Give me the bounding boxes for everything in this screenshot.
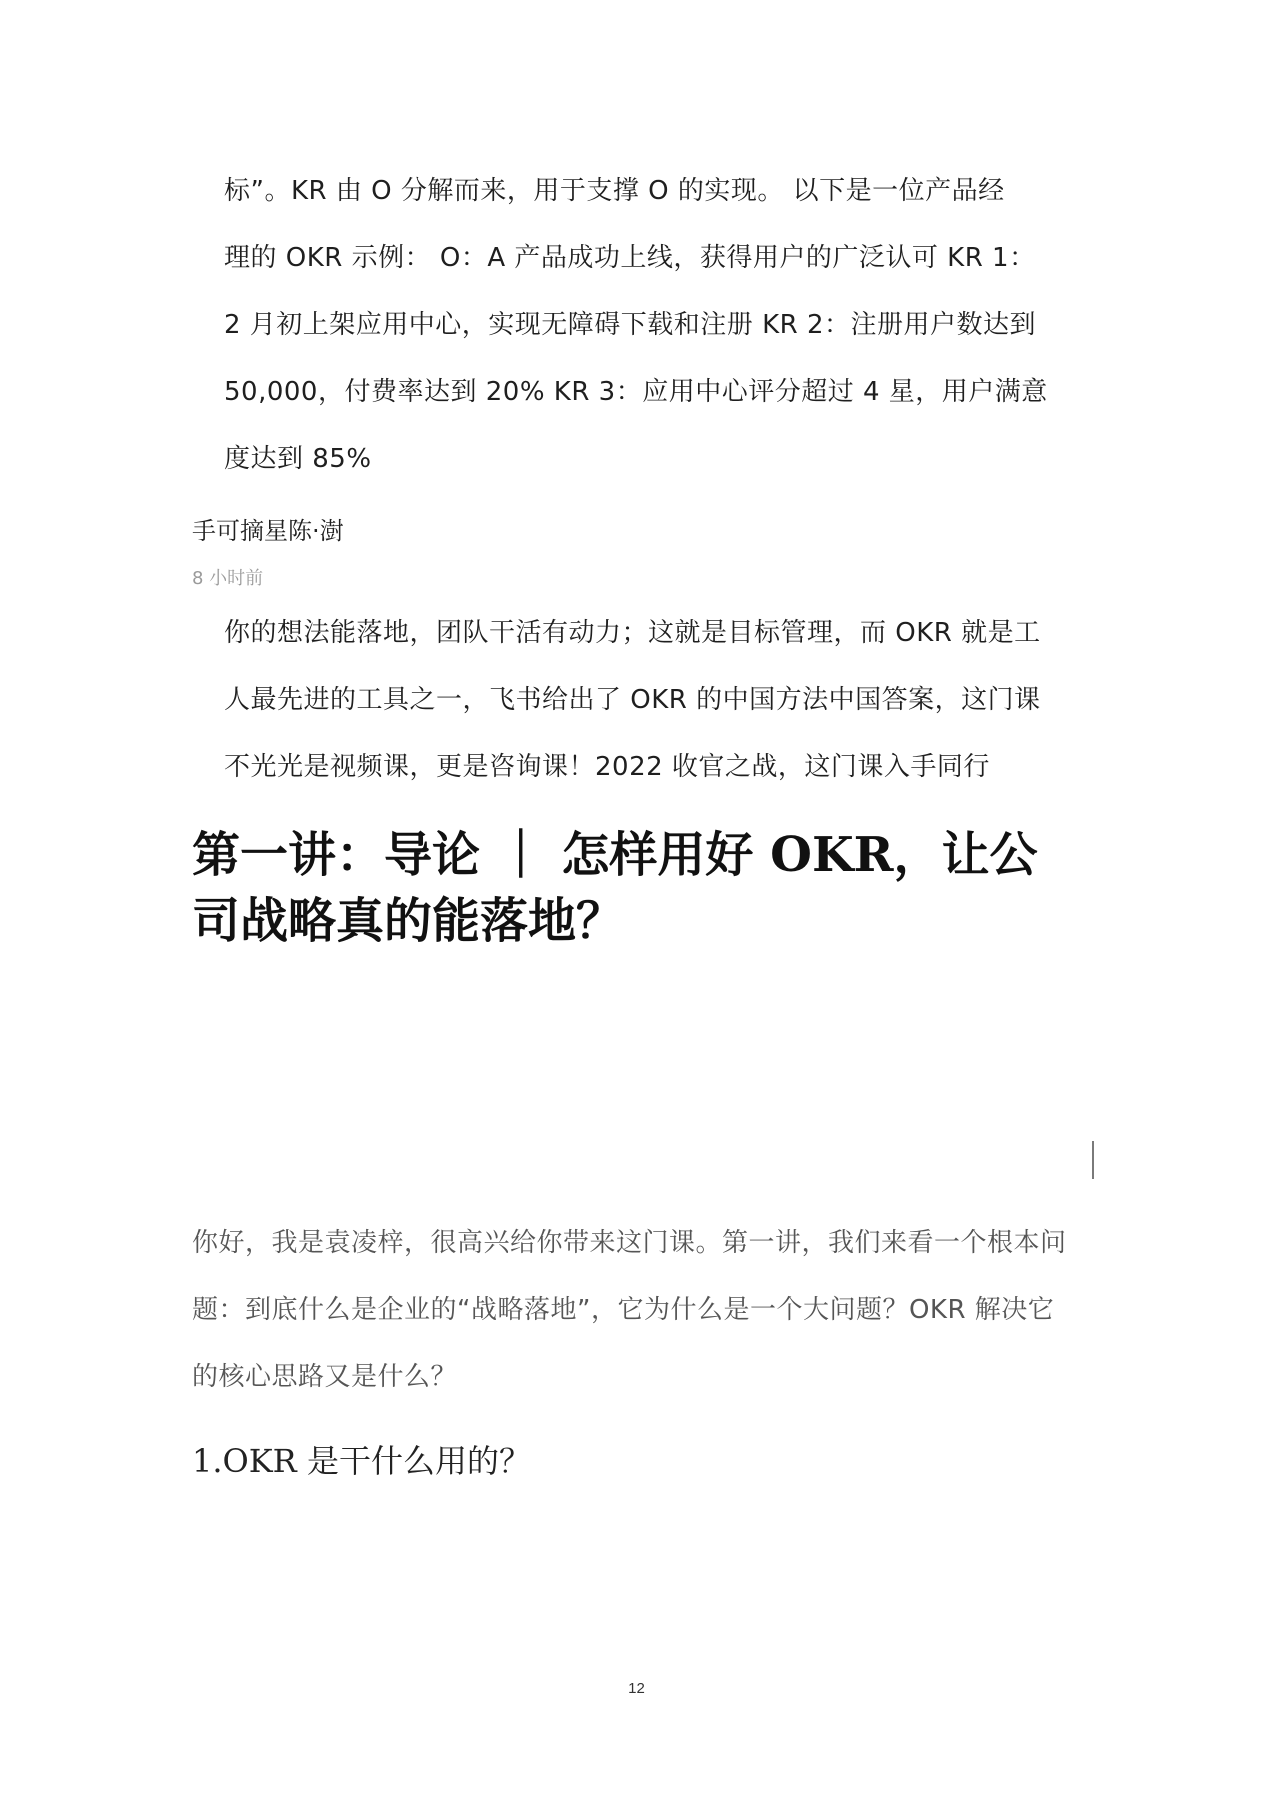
comment-timestamp: 8 小时前 xyxy=(192,568,264,589)
comment-line: 理的 OKR 示例： O：A 产品成功上线，获得用户的广泛认可 KR 1： xyxy=(224,243,1036,273)
comment-line: 标”。KR 由 O 分解而来，用于支撑 O 的实现。 以下是一位产品经 xyxy=(224,176,1005,206)
comment-line: 2 月初上架应用中心，实现无障碍下载和注册 KR 2：注册用户数达到 xyxy=(224,310,1036,340)
comment-line: 人最先进的工具之一，飞书给出了 OKR 的中国方法中国答案，这门课 xyxy=(224,685,1041,715)
comment-line: 你的想法能落地，团队干活有动力；这就是目标管理，而 OKR 就是工 xyxy=(224,618,1041,648)
page-number: 12 xyxy=(628,1680,645,1697)
section-heading: 1.OKR 是干什么用的？ xyxy=(192,1442,531,1480)
comment-author: 手可摘星陈·澍 xyxy=(192,517,344,545)
comment-body-2 xyxy=(224,600,1054,801)
lecture-title xyxy=(192,822,1092,954)
comment-line: 50,000，付费率达到 20% KR 3：应用中心评分超过 4 星，用户满意 xyxy=(224,377,1048,407)
intro-line: 题：到底什么是企业的“战略落地”，它为什么是一个大问题？OKR 解决它 xyxy=(192,1295,1055,1325)
text-cursor xyxy=(1092,1141,1094,1179)
comment-line: 不光光是视频课，更是咨询课！2022 收官之战，这门课入手同行 xyxy=(224,752,990,782)
lecture-title-line: 司战略真的能落地？ xyxy=(192,893,625,949)
comment-body-1 xyxy=(224,158,1054,493)
intro-line: 你好，我是袁凌梓，很高兴给你带来这门课。第一讲，我们来看一个根本问 xyxy=(192,1228,1067,1258)
lecture-title-line: 第一讲：导论 ｜ 怎样用好 OKR，让公 xyxy=(192,827,1038,883)
intro-line: 的核心思路又是什么？ xyxy=(192,1362,458,1392)
intro-paragraph xyxy=(192,1210,1092,1411)
comment-line: 度达到 85% xyxy=(224,444,372,474)
